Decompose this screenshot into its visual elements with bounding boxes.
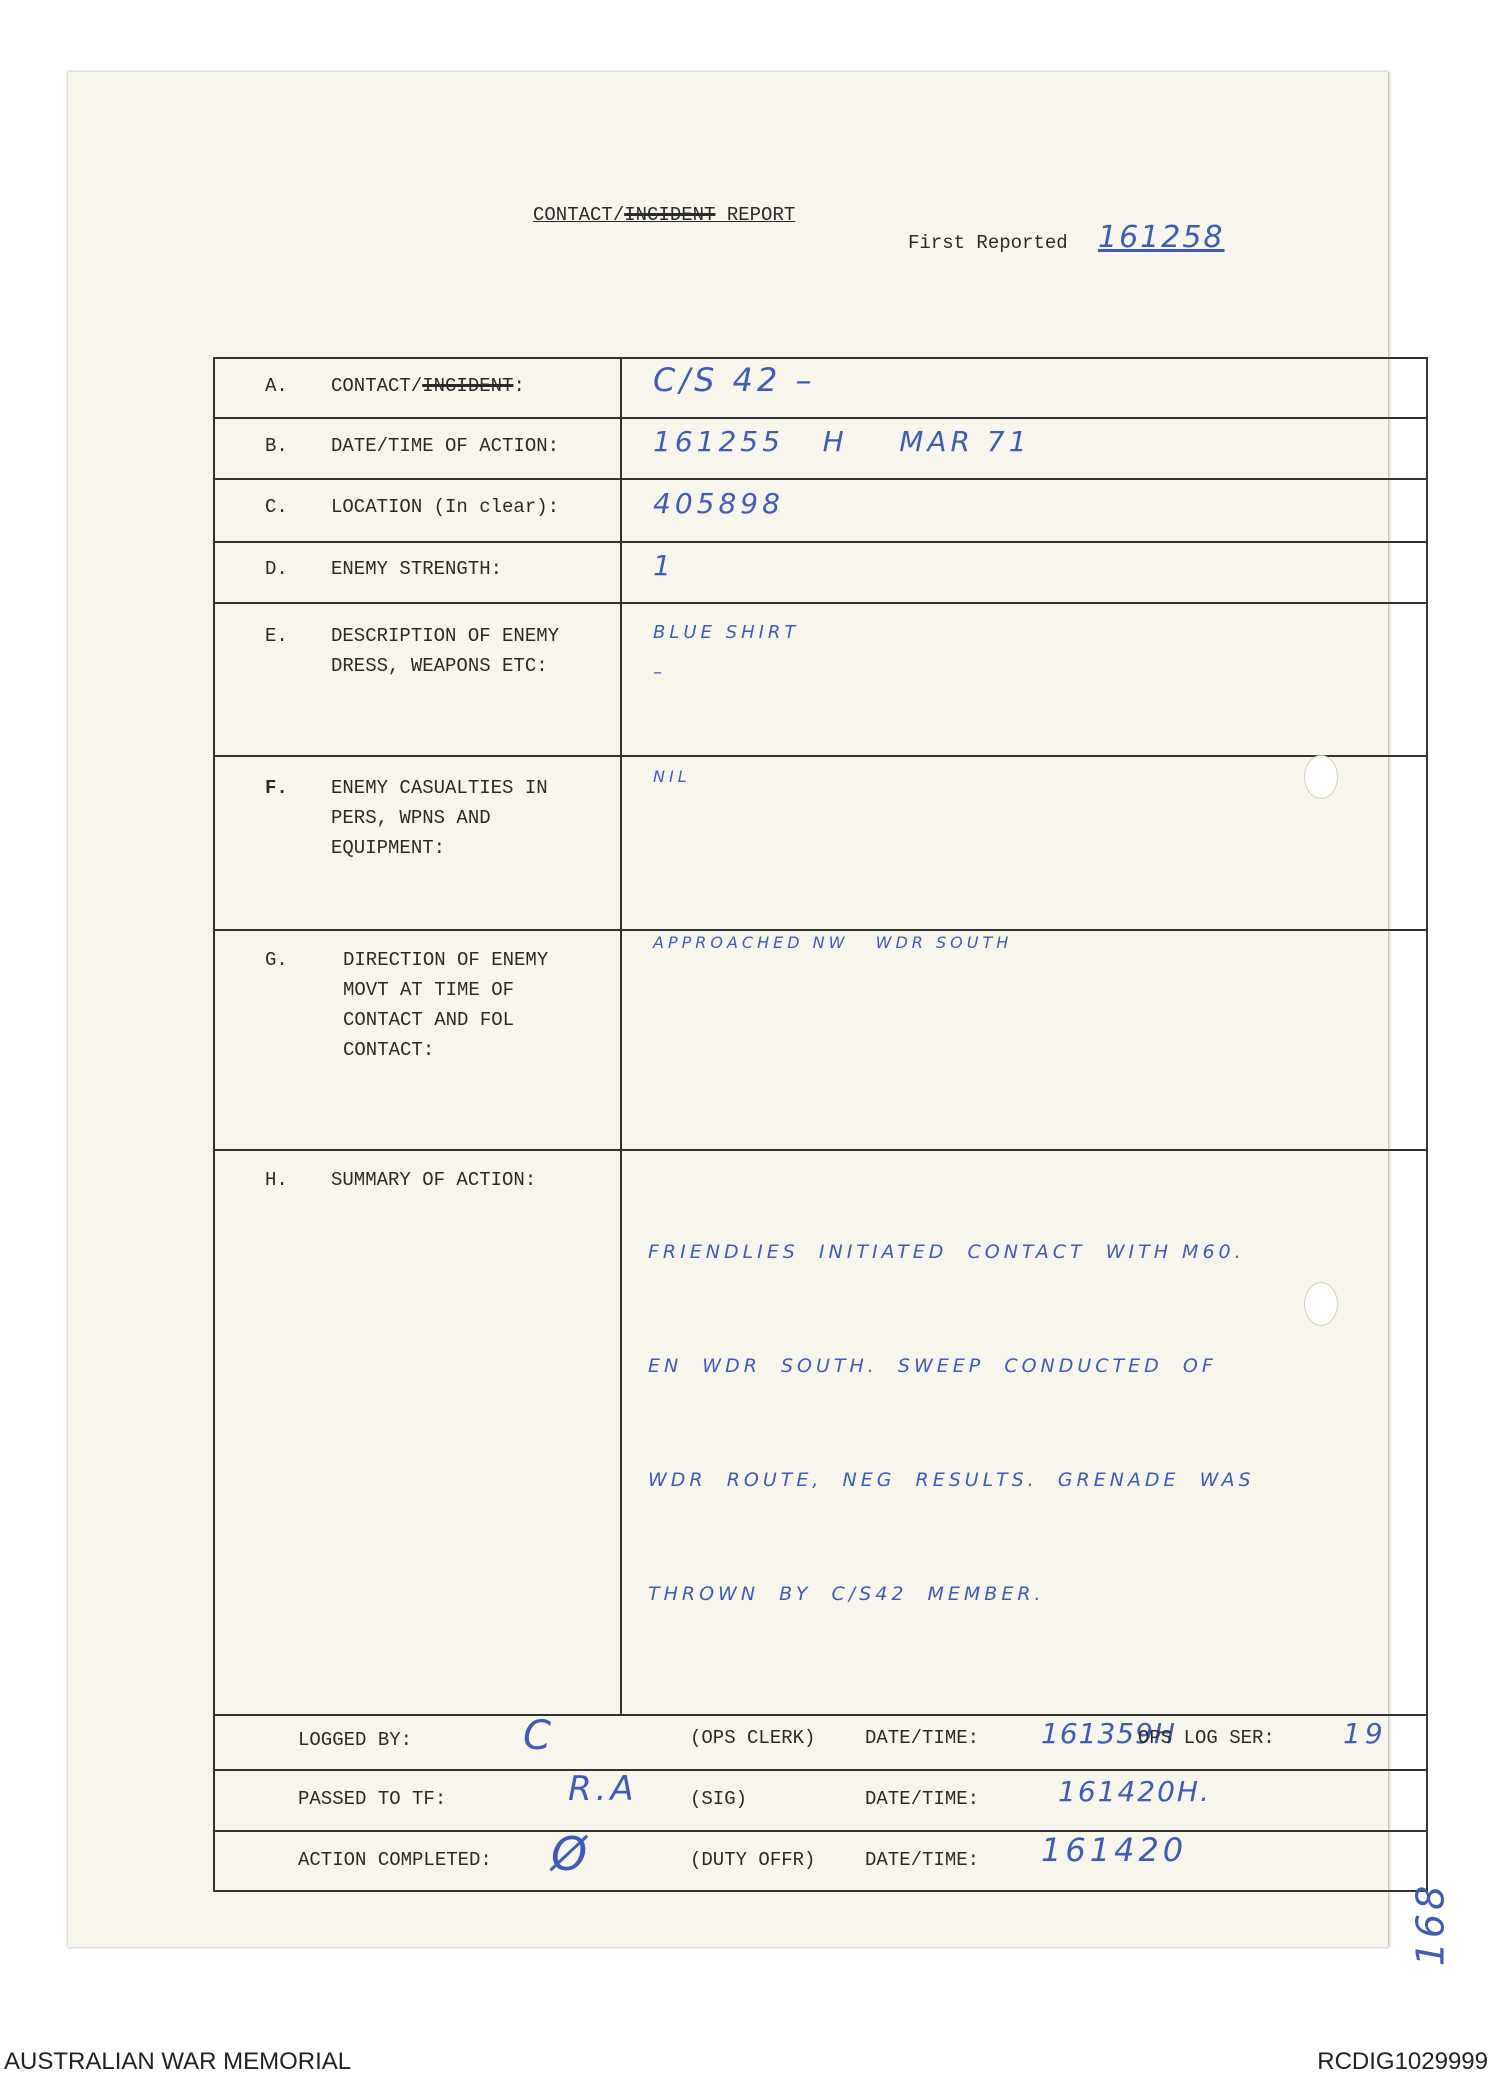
report-title <box>533 204 795 226</box>
caption-left: AUSTRALIAN WAR MEMORIAL <box>4 2048 352 2075</box>
action-completed-signature: Ø <box>551 1827 592 1881</box>
title-report: REPORT <box>715 204 796 226</box>
row-a-letter: A. <box>265 375 288 397</box>
ops-log-ser-value: 19 <box>1343 1717 1387 1750</box>
duty-offr-label: (DUTY OFFR) <box>690 1849 816 1871</box>
logged-datetime-value: 161359H <box>1041 1717 1176 1750</box>
completed-datetime-label: DATE/TIME: <box>865 1849 980 1871</box>
action-completed-label: ACTION COMPLETED: <box>298 1849 492 1871</box>
punch-hole-top <box>1304 755 1338 799</box>
row-f-letter: F. <box>265 777 288 799</box>
row-g-value: APPROACHED NW WDR SOUTH <box>653 933 1013 952</box>
sig-label: (SIG) <box>690 1788 748 1810</box>
row-d-letter: D. <box>265 558 288 580</box>
logged-datetime-label: DATE/TIME: <box>865 1727 980 1749</box>
row-e-value: BLUE SHIRT – <box>653 622 800 683</box>
row-a-label: CONTACT/INCIDENT: <box>331 375 525 397</box>
row-g-label: DIRECTION OF ENEMY MOVT AT TIME OF CONTACT AND FOL CONTACT: <box>343 949 549 1061</box>
logged-by-signature: C <box>523 1713 555 1759</box>
row-e-letter: E. <box>265 625 288 647</box>
passed-datetime-value: 161420H. <box>1058 1775 1211 1808</box>
completed-datetime-value: 161420 <box>1041 1831 1188 1869</box>
ops-log-ser-label: OPS LOG SER: <box>1138 1727 1275 1749</box>
row-d-value: 1 <box>653 549 675 582</box>
row-h-letter: H. <box>265 1169 288 1191</box>
logged-by-label: LOGGED BY: <box>298 1729 413 1751</box>
title-contact: CONTACT/ <box>533 204 625 226</box>
passed-to-tf-signature: R.A <box>568 1769 638 1809</box>
row-d-label: ENEMY STRENGTH: <box>331 558 503 580</box>
row-c-letter: C. <box>265 496 288 518</box>
passed-datetime-label: DATE/TIME: <box>865 1788 980 1810</box>
ops-clerk-label: (OPS CLERK) <box>690 1727 816 1749</box>
folio-number: 168 <box>1408 1881 1453 1967</box>
row-b-value: 161255 H MAR 71 <box>653 425 1031 458</box>
document-page <box>68 72 1453 1967</box>
report-form-table <box>213 357 1428 1892</box>
row-e-label: DESCRIPTION OF ENEMY DRESS, WEAPONS ETC: <box>331 625 560 677</box>
row-b-label: DATE/TIME OF ACTION: <box>331 435 560 457</box>
row-b-letter: B. <box>265 435 288 457</box>
row-f-value: NIL <box>653 767 691 786</box>
row-h-label: SUMMARY OF ACTION: <box>331 1169 537 1191</box>
first-reported-label: First Reported <box>908 232 1068 254</box>
punch-hole-bottom <box>1304 1282 1338 1326</box>
first-reported-value: 161258 <box>1098 220 1225 255</box>
row-h-value: FRIENDLIES INITIATED CONTACT WITH M60. EN WDR SOUTH. SWEEP CONDUCTED OF WDR ROUTE, NEG RESULTS. GRENADE WAS THROWN BY C/S42 MEMBER. <box>648 1241 1255 1605</box>
row-g-letter: G. <box>265 949 288 971</box>
caption-right: RCDIG1029999 <box>1317 2048 1488 2075</box>
row-f-label: ENEMY CASUALTIES IN PERS, WPNS AND EQUIPMENT: <box>331 777 548 859</box>
passed-to-tf-label: PASSED TO TF: <box>298 1788 447 1810</box>
title-incident-struck: INCIDENT <box>624 204 716 226</box>
row-c-label: LOCATION (In clear): <box>331 496 560 518</box>
row-c-value: 405898 <box>653 487 784 520</box>
row-a-value: C/S 42 – <box>653 361 816 399</box>
